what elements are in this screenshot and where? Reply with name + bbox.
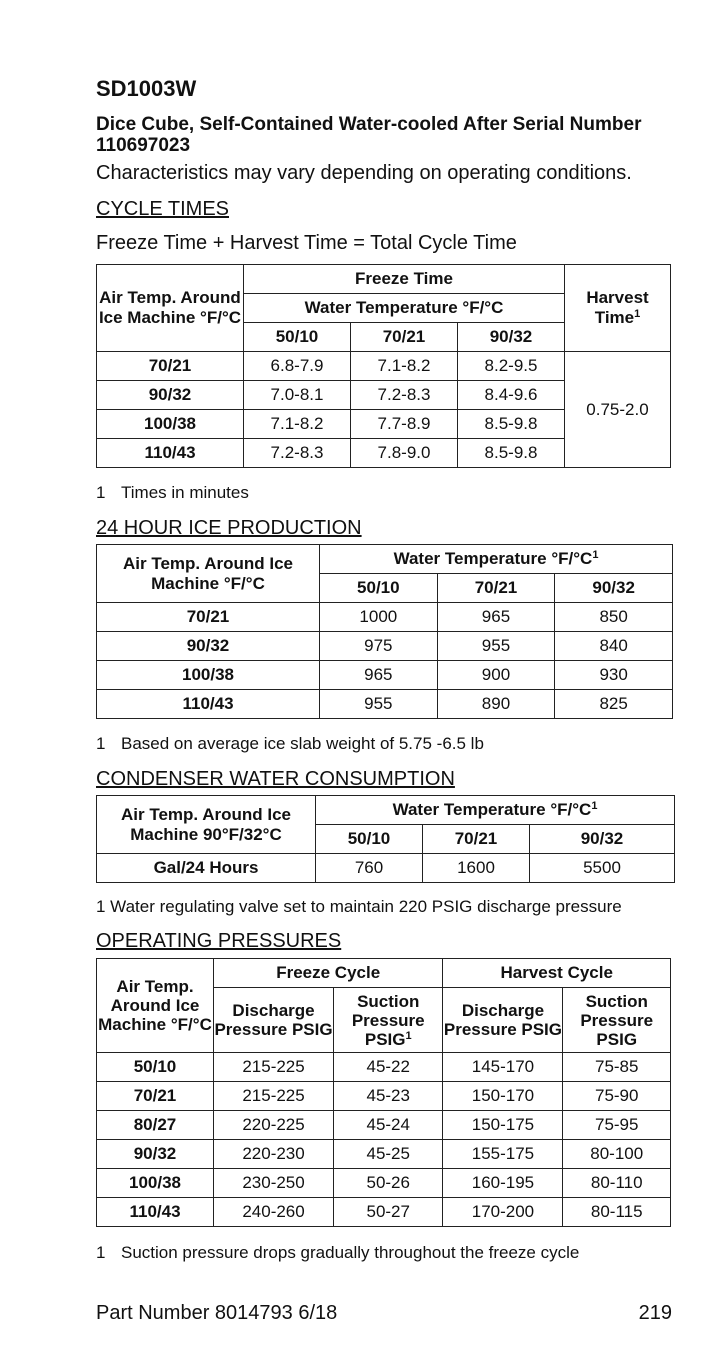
value-cell: 975 xyxy=(320,632,438,661)
table-row xyxy=(97,854,675,883)
air-temp-cell: 50/10 xyxy=(97,1053,214,1082)
value-cell: 7.7-8.9 xyxy=(351,410,458,439)
value-cell: 8.5-9.8 xyxy=(458,439,565,468)
pressures-table xyxy=(96,958,671,1227)
value-cell: 50-26 xyxy=(334,1169,443,1198)
cycle-times-heading: CYCLE TIMES xyxy=(96,198,229,220)
value-cell: 955 xyxy=(437,632,555,661)
water-temp-label: Water Temperature °F/°C xyxy=(393,549,593,568)
col-air-temp: Air Temp. Around Ice Machine °F/°C xyxy=(97,545,320,603)
water-col: 70/21 xyxy=(423,825,530,854)
air-temp-cell: 90/32 xyxy=(97,381,244,410)
value-cell: 8.2-9.5 xyxy=(458,352,565,381)
table-row xyxy=(97,1111,671,1140)
value-cell: 760 xyxy=(316,854,423,883)
value-cell: 955 xyxy=(320,690,438,719)
footnote-number: 1 xyxy=(96,734,106,753)
air-temp-cell: 110/43 xyxy=(97,690,320,719)
col-air-temp: Air Temp. Around Ice Machine 90°F/32°C xyxy=(97,796,316,854)
pressures-heading: OPERATING PRESSURES xyxy=(96,930,342,952)
value-cell: 5500 xyxy=(530,854,675,883)
col-suction: Suction Pressure PSIG xyxy=(563,988,671,1053)
ice-production-footnote xyxy=(96,734,484,754)
footnote-text: Times in minutes xyxy=(121,483,249,502)
col-water-temp: Water Temperature °F/°C xyxy=(244,294,565,323)
value-cell: 145-170 xyxy=(443,1053,563,1082)
value-cell: 7.1-8.2 xyxy=(244,410,351,439)
value-cell: 160-195 xyxy=(443,1169,563,1198)
water-temp-sup: 1 xyxy=(592,549,599,561)
value-cell: 7.1-8.2 xyxy=(351,352,458,381)
model-title: SD1003W xyxy=(96,76,197,101)
value-cell: 965 xyxy=(437,603,555,632)
air-temp-cell: 100/38 xyxy=(97,661,320,690)
value-cell: 1000 xyxy=(320,603,438,632)
water-col: 50/10 xyxy=(320,574,438,603)
ice-production-heading: 24 HOUR ICE PRODUCTION xyxy=(96,517,362,539)
value-cell: 7.0-8.1 xyxy=(244,381,351,410)
table-row xyxy=(97,661,673,690)
ice-production-table xyxy=(96,544,673,719)
air-temp-cell: 110/43 xyxy=(97,1198,214,1227)
disclaimer: Characteristics may vary depending on operating conditions. xyxy=(96,162,632,184)
table-row xyxy=(97,352,671,381)
table-row xyxy=(97,1169,671,1198)
footnote-number: 1 xyxy=(96,1243,106,1262)
footnote-text: Based on average ice slab weight of 5.75 -6.5 lb xyxy=(121,734,484,753)
col-discharge: Discharge Pressure PSIG xyxy=(214,988,334,1053)
water-col: 90/32 xyxy=(458,323,565,352)
value-cell: 8.4-9.6 xyxy=(458,381,565,410)
col-suction xyxy=(334,988,443,1053)
condenser-table xyxy=(96,795,675,883)
value-cell: 1600 xyxy=(423,854,530,883)
value-cell: 230-250 xyxy=(214,1169,334,1198)
air-temp-cell: 100/38 xyxy=(97,1169,214,1198)
value-cell: 45-24 xyxy=(334,1111,443,1140)
value-cell: 890 xyxy=(437,690,555,719)
harvest-sup: 1 xyxy=(634,308,641,320)
table-row xyxy=(97,1198,671,1227)
value-cell: 45-22 xyxy=(334,1053,443,1082)
air-temp-cell: 80/27 xyxy=(97,1111,214,1140)
condenser-footnote: 1 Water regulating valve set to maintain 220 PSIG discharge pressure xyxy=(96,897,622,916)
condenser-heading: CONDENSER WATER CONSUMPTION xyxy=(96,768,455,790)
air-temp-cell: 100/38 xyxy=(97,410,244,439)
table-row xyxy=(97,1082,671,1111)
air-temp-cell: 90/32 xyxy=(97,632,320,661)
value-cell: 965 xyxy=(320,661,438,690)
value-cell: 50-27 xyxy=(334,1198,443,1227)
footnote-number: 1 xyxy=(96,483,106,502)
value-cell: 80-110 xyxy=(563,1169,671,1198)
air-temp-cell: 70/21 xyxy=(97,352,244,381)
harvest-label: Harvest Time xyxy=(586,288,649,327)
value-cell: 7.2-8.3 xyxy=(351,381,458,410)
cycle-footnote xyxy=(96,483,249,503)
cycle-formula: Freeze Time + Harvest Time = Total Cycle Time xyxy=(96,232,517,254)
table-row xyxy=(97,1053,671,1082)
cycle-times-table xyxy=(96,264,671,468)
col-harvest-time xyxy=(565,265,671,352)
value-cell: 930 xyxy=(555,661,673,690)
value-cell: 215-225 xyxy=(214,1053,334,1082)
water-col: 50/10 xyxy=(316,825,423,854)
col-water-temp xyxy=(316,796,675,825)
value-cell: 45-23 xyxy=(334,1082,443,1111)
harvest-value: 0.75-2.0 xyxy=(565,352,671,468)
pressures-footnote xyxy=(96,1243,579,1263)
value-cell: 155-175 xyxy=(443,1140,563,1169)
page-footer xyxy=(96,1302,672,1325)
col-harvest-cycle: Harvest Cycle xyxy=(443,959,671,988)
value-cell: 80-100 xyxy=(563,1140,671,1169)
value-cell: 8.5-9.8 xyxy=(458,410,565,439)
table-row xyxy=(97,632,673,661)
water-col: 90/32 xyxy=(530,825,675,854)
water-col: 70/21 xyxy=(351,323,458,352)
value-cell: 220-230 xyxy=(214,1140,334,1169)
col-discharge: Discharge Pressure PSIG xyxy=(443,988,563,1053)
value-cell: 825 xyxy=(555,690,673,719)
value-cell: 45-25 xyxy=(334,1140,443,1169)
value-cell: 215-225 xyxy=(214,1082,334,1111)
value-cell: 840 xyxy=(555,632,673,661)
col-air-temp: Air Temp. Around Ice Machine °F/°C xyxy=(97,959,214,1053)
value-cell: 170-200 xyxy=(443,1198,563,1227)
col-water-temp xyxy=(320,545,673,574)
page-number: 219 xyxy=(638,1302,672,1324)
footnote-text: Suction pressure drops gradually throughout the freeze cycle xyxy=(121,1243,580,1262)
col-freeze-time: Freeze Time xyxy=(244,265,565,294)
value-cell: 75-85 xyxy=(563,1053,671,1082)
col-air-temp: Air Temp. Around Ice Machine °F/°C xyxy=(97,265,244,352)
value-cell: 150-170 xyxy=(443,1082,563,1111)
row-label: Gal/24 Hours xyxy=(97,854,316,883)
suction-label: Suction Pressure PSIG xyxy=(351,991,425,1049)
value-cell: 900 xyxy=(437,661,555,690)
value-cell: 850 xyxy=(555,603,673,632)
air-temp-cell: 90/32 xyxy=(97,1140,214,1169)
value-cell: 7.8-9.0 xyxy=(351,439,458,468)
value-cell: 6.8-7.9 xyxy=(244,352,351,381)
value-cell: 75-95 xyxy=(563,1111,671,1140)
table-row xyxy=(97,690,673,719)
suction-sup: 1 xyxy=(405,1029,412,1042)
value-cell: 75-90 xyxy=(563,1082,671,1111)
water-col: 50/10 xyxy=(244,323,351,352)
value-cell: 240-260 xyxy=(214,1198,334,1227)
air-temp-cell: 110/43 xyxy=(97,439,244,468)
water-col: 70/21 xyxy=(437,574,555,603)
water-col: 90/32 xyxy=(555,574,673,603)
col-freeze-cycle: Freeze Cycle xyxy=(214,959,443,988)
air-temp-cell: 70/21 xyxy=(97,603,320,632)
table-row xyxy=(97,603,673,632)
value-cell: 80-115 xyxy=(563,1198,671,1227)
value-cell: 220-225 xyxy=(214,1111,334,1140)
table-row xyxy=(97,1140,671,1169)
water-temp-label: Water Temperature °F/°C xyxy=(392,800,592,819)
water-temp-sup: 1 xyxy=(591,800,598,812)
air-temp-cell: 70/21 xyxy=(97,1082,214,1111)
model-subtitle: Dice Cube, Self-Contained Water-cooled After Serial Number 110697023 xyxy=(96,114,642,156)
value-cell: 7.2-8.3 xyxy=(244,439,351,468)
part-number: Part Number 8014793 6/18 xyxy=(96,1302,338,1324)
value-cell: 150-175 xyxy=(443,1111,563,1140)
